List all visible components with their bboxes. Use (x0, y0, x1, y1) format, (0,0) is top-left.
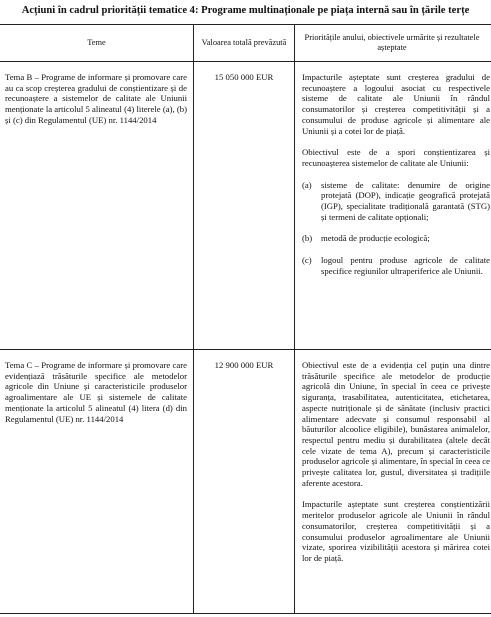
list-item-label: (a) (302, 179, 312, 190)
row-b-objective-paragraph: Obiectivul este de a spori conștientizarea și recunoașterea sistemelor de calitate ale Uniunii: (302, 147, 490, 168)
row-c-prioritati (302, 360, 490, 564)
list-item-label: (c) (302, 255, 312, 266)
table-top-rule (0, 24, 491, 25)
list-item-text: metodă de producție ecologică; (321, 233, 430, 244)
header-bottom-rule (0, 61, 491, 62)
row-b-list-item (302, 180, 490, 223)
row-c-tema: Tema C – Programe de informare și promovare care evidențiază trăsăturile specifice ale metodelor agricole din Uniune și caracteristicile produselor agroalimentare ale UE și sistemele de calitate menționate la articolul 5 alineatul (4) litera (d) din Regulamentul (UE) nr. 1144/2014 (5, 360, 187, 424)
table-bottom-rule (0, 613, 491, 614)
row-divider-rule (0, 349, 491, 350)
header-valoare: Valoarea totală prevăzută (201, 38, 287, 47)
row-b-prioritati (302, 72, 490, 277)
column-divider-1 (193, 24, 194, 613)
header-prioritati: Prioritățile anului, obiectivele urmărite și rezultatele așteptate (304, 33, 480, 53)
column-divider-2 (294, 24, 295, 613)
row-c-valoare: 12 900 000 EUR (214, 360, 274, 370)
row-c-objective-paragraph: Obiectivul este de a evidenția cel puțin una dintre trăsăturile specifice ale metodelor de producție agricolă din Uniune, în special în ceea ce privește siguranța, trasabilitatea, autenticitatea, etichetarea, aspecte nutriționale și de sănătate (inclusiv practici alimentare adecvate și consumul responsabil al băuturilor alcoolice eligibile), bunăstarea animalelor, respectul pentru mediu și durabilitatea (altele decât cele vizate de tema A), precum și caracteristicile produselor agricole și alimentare, în special în ceea ce privește calitatea lor, gustul, diversitatea și tradițiile aferente acestora. (302, 360, 490, 488)
row-b-impact-paragraph: Impacturile așteptate sunt creșterea gradului de recunoaștere a logoului asociat cu respectivele sisteme de calitate ale Uniunii în rândul consumatorilor și creșterea competitivității și a consumului de produse agricole și alimentare ale Uniunii și a cotei lor de piață. (302, 72, 490, 136)
table-title: Acțiuni în cadrul priorității tematice 4: Programe multinaționale pe piața internă sau în țările terțe (21, 5, 470, 16)
list-item-label: (b) (302, 233, 313, 244)
row-b-list-item (302, 233, 490, 244)
row-b-valoare: 15 050 000 EUR (214, 72, 274, 82)
header-teme: Teme (87, 38, 106, 47)
row-b-tema: Tema B – Programe de informare și promovare care au ca scop creșterea gradului de conștientizare și de recunoaștere a sistemelor de calitate ale Uniunii menționate la articolul 5 alineatul (4) literele (a), (b) și (c) din Regulamentul (UE) nr. 1144/2014 (5, 72, 187, 125)
row-c-impact-paragraph: Impacturile așteptate sunt creșterea conștientizării meritelor produselor agricole ale Uniunii în rândul consumatorilor, creșterea competitivității și a consumului produselor agroalimentare ale Uniunii vizate, sporirea vizibilității acestora și mărirea cotei lor de piață. (302, 499, 490, 563)
row-b-list-item (302, 255, 490, 276)
list-item-text: sisteme de calitate: denumire de origine protejată (DOP), indicație geografică protejată (IGP), specialitate tradițională garantată (STG) și termeni de calitate opționali; (321, 179, 490, 222)
list-item-text: logoul pentru produse agricole de calitate specifice regiunilor ultraperiferice ale Uniunii. (321, 255, 490, 276)
